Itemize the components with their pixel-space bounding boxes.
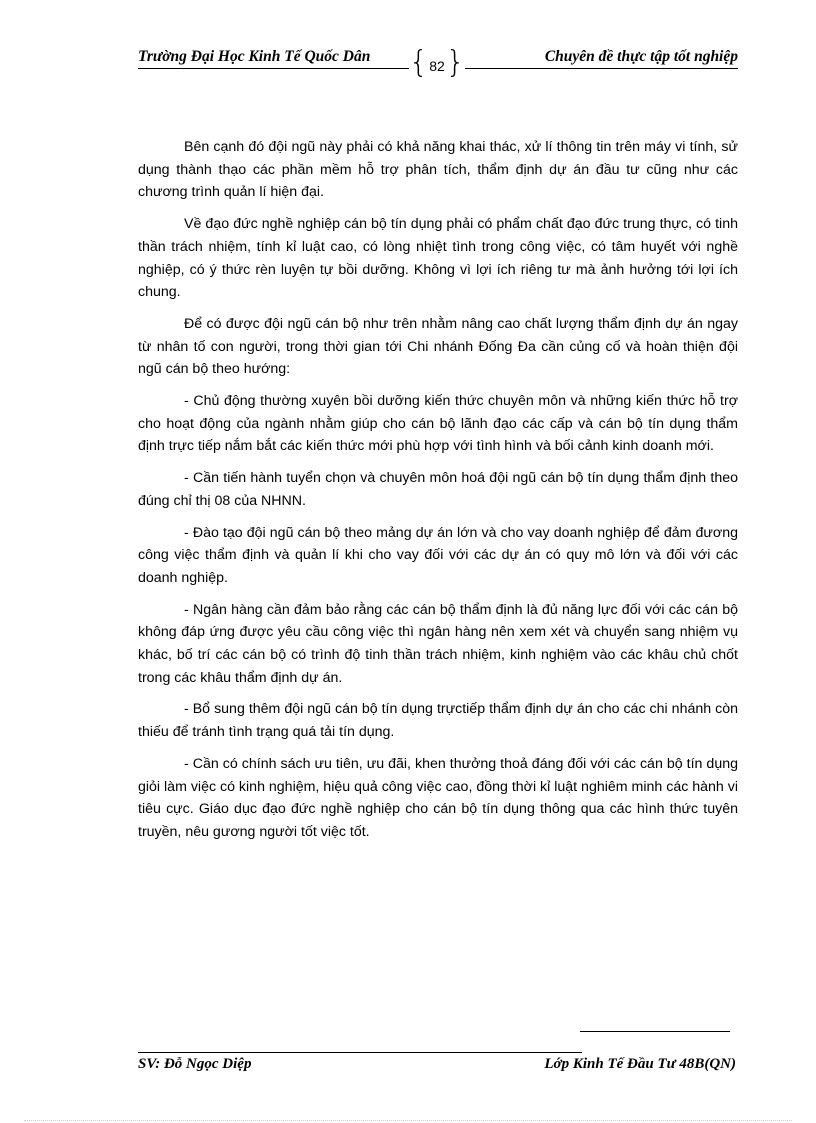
paragraph: - Cần tiến hành tuyển chọn và chuyên môn hoá đội ngũ cán bộ tín dụng thẩm định theo đúng chỉ thị 08 của NHNN. xyxy=(138,470,738,509)
page-bottom-border xyxy=(24,1120,792,1121)
paragraph: Về đạo đức nghề nghiệp cán bộ tín dụng phải có phẩm chất đạo đức trung thực, có tinh thần trách nhiệm, tính kỉ luật cao, có lòng nhiệt tình trong công việc, có tâm huyết với nghề nghiệp, có ý thức rèn luyện tự bồi dưỡng. Không vì lợi ích riêng tư mà ảnh hưởng tới lợi ích chung. xyxy=(138,216,738,301)
right-brace-icon: } xyxy=(445,45,465,80)
page-header xyxy=(138,40,738,84)
signature-line xyxy=(580,1031,730,1032)
paragraph: - Ngân hàng cần đảm bảo rằng các cán bộ thẩm định là đủ năng lực đối với các cán bộ không đáp ứng được yêu cầu công việc thì ngân hàng nên xem xét và chuyển sang nhiệm vụ khác, bố trí các cán bộ có trình độ tinh thần trách nhiệm, kinh nghiệm vào các khâu chủ chốt trong các khâu thẩm định dự án. xyxy=(138,601,738,686)
page-footer xyxy=(138,1056,736,1080)
body-text xyxy=(138,136,738,853)
left-brace-icon: { xyxy=(409,45,429,80)
footer-class: Lớp Kinh Tế Đầu Tư 48B(QN) xyxy=(544,1056,736,1072)
footer-rule xyxy=(138,1052,582,1053)
paragraph: - Bổ sung thêm đội ngũ cán bộ tín dụng trựctiếp thẩm định dự án cho các chi nhánh còn thiếu để tránh tình trạng quá tải tín dụng. xyxy=(138,701,738,741)
header-school: Trường Đại Học Kinh Tế Quốc Dân xyxy=(138,48,371,65)
footer-student: SV: Đỗ Ngọc Diệp xyxy=(138,1056,252,1072)
paragraph: - Đào tạo đội ngũ cán bộ theo mảng dự án lớn và cho vay doanh nghiệp để đảm đương công việc thẩm định và quản lí khi cho vay đối với các dự án có quy mô lớn và đối với các doanh nghiệp. xyxy=(138,524,738,586)
paragraph: Bên cạnh đó đội ngũ này phải có khả năng khai thác, xử lí thông tin trên máy vi tính, sử dụng thành thạo các phần mềm hỗ trợ phân tích, thẩm định dự án đầu tư cũng như các chương trình quản lí hiện đại. xyxy=(138,139,738,201)
page-number-box xyxy=(409,45,465,80)
paragraph: - Cần có chính sách ưu tiên, ưu đãi, khen thưởng thoả đáng đối với các cán bộ tín dụng giỏi làm việc có kinh nghiệm, hiệu quả công việc cao, đồng thời kỉ luật nghiêm minh các hành vi tiêu cực. Giáo dục đạo đức nghề nghiệp cho cán bộ tín dụng thông qua các hình thức tuyên truyền, nêu gương người tốt việc tốt. xyxy=(138,755,738,840)
paragraph: Để có được đội ngũ cán bộ như trên nhằm nâng cao chất lượng thẩm định dự án ngay từ nhân tố con người, trong thời gian tới Chi nhánh Đống Đa cần củng cố và hoàn thiện đội ngũ cán bộ theo hướng: xyxy=(138,315,738,378)
header-title: Chuyên đề thực tập tốt nghiệp xyxy=(544,48,738,65)
page-number: 82 xyxy=(429,58,445,74)
paragraph: - Chủ động thường xuyên bồi dưỡng kiến thức chuyên môn và những kiến thức hỗ trợ cho hoạt động của ngành nhằm giúp cho cán bộ lãnh đạo các cấp và cán bộ tín dụng thẩm định trực tiếp nắm bắt các kiến thức mới phù hợp với tình hình và bối cảnh kinh doanh mới. xyxy=(138,393,738,455)
